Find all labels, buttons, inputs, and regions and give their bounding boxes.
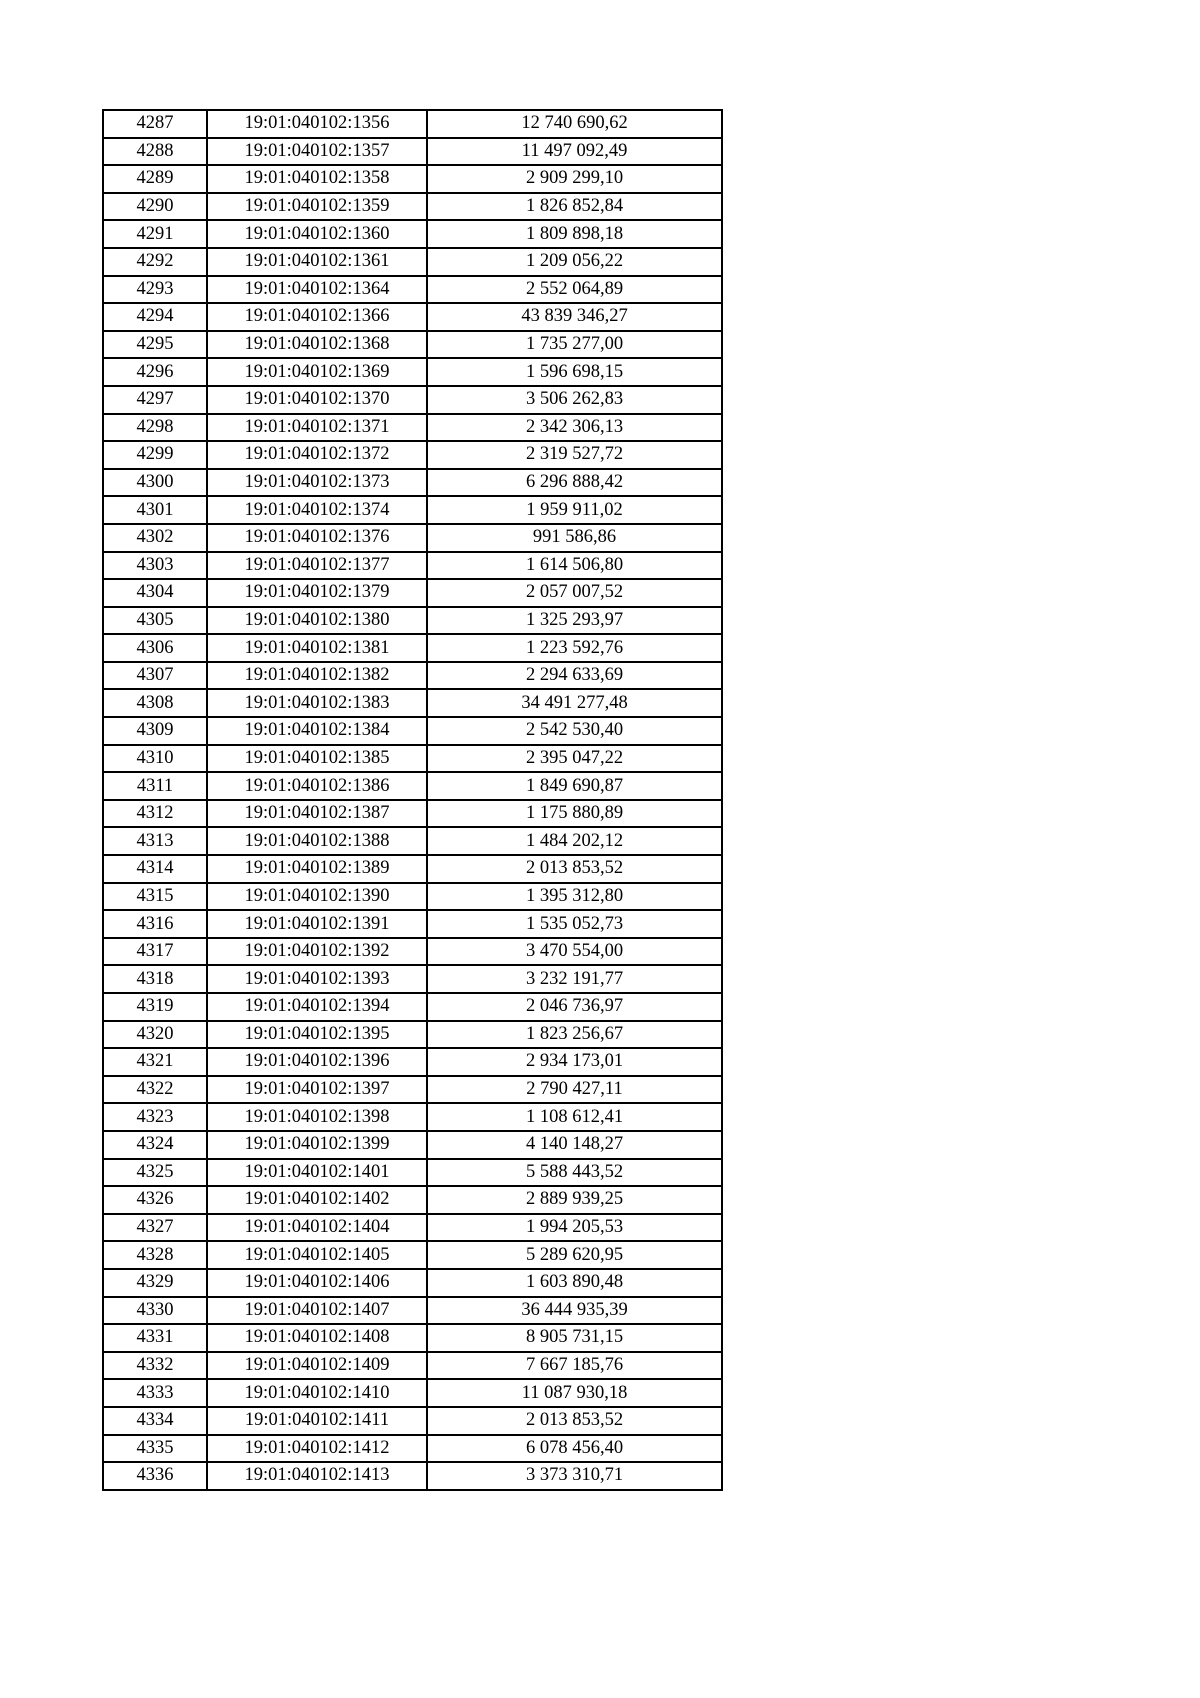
cadastral-number-cell: 19:01:040102:1388 — [207, 827, 427, 855]
cadastral-value-cell: 1 596 698,15 — [427, 358, 722, 386]
cadastral-number-cell: 19:01:040102:1386 — [207, 772, 427, 800]
cadastral-number-cell: 19:01:040102:1372 — [207, 441, 427, 469]
cadastral-value-cell: 34 491 277,48 — [427, 689, 722, 717]
cadastral-value-cell: 1 395 312,80 — [427, 883, 722, 911]
cadastral-number-cell: 19:01:040102:1407 — [207, 1297, 427, 1325]
cadastral-number-cell: 19:01:040102:1398 — [207, 1103, 427, 1131]
cadastral-number-cell: 19:01:040102:1402 — [207, 1186, 427, 1214]
table-row — [103, 1269, 722, 1297]
cadastral-value-cell: 1 994 205,53 — [427, 1214, 722, 1242]
cadastral-value-cell: 8 905 731,15 — [427, 1324, 722, 1352]
cadastral-number-cell: 19:01:040102:1384 — [207, 717, 427, 745]
table-row — [103, 386, 722, 414]
cadastral-value-cell: 43 839 346,27 — [427, 303, 722, 331]
cadastral-number-cell: 19:01:040102:1359 — [207, 193, 427, 221]
row-number-cell: 4291 — [103, 220, 207, 248]
cadastral-number-cell: 19:01:040102:1356 — [207, 110, 427, 138]
cadastral-value-cell: 2 013 853,52 — [427, 1407, 722, 1435]
cadastral-number-cell: 19:01:040102:1397 — [207, 1076, 427, 1104]
table-row — [103, 1186, 722, 1214]
row-number-cell: 4288 — [103, 138, 207, 166]
cadastral-number-cell: 19:01:040102:1358 — [207, 165, 427, 193]
cadastral-value-cell: 1 325 293,97 — [427, 607, 722, 635]
table-row — [103, 634, 722, 662]
row-number-cell: 4319 — [103, 993, 207, 1021]
row-number-cell: 4312 — [103, 800, 207, 828]
table-row — [103, 1214, 722, 1242]
table-row — [103, 524, 722, 552]
row-number-cell: 4301 — [103, 496, 207, 524]
row-number-cell: 4317 — [103, 938, 207, 966]
cadastral-value-cell: 1 209 056,22 — [427, 248, 722, 276]
row-number-cell: 4314 — [103, 855, 207, 883]
table-row — [103, 965, 722, 993]
cadastral-number-cell: 19:01:040102:1376 — [207, 524, 427, 552]
table-row — [103, 331, 722, 359]
row-number-cell: 4309 — [103, 717, 207, 745]
table-row — [103, 717, 722, 745]
table-row — [103, 303, 722, 331]
cadastral-number-cell: 19:01:040102:1357 — [207, 138, 427, 166]
table-row — [103, 1241, 722, 1269]
cadastral-number-cell: 19:01:040102:1374 — [207, 496, 427, 524]
cadastral-number-cell: 19:01:040102:1411 — [207, 1407, 427, 1435]
table-row — [103, 552, 722, 580]
cadastral-number-cell: 19:01:040102:1377 — [207, 552, 427, 580]
cadastral-value-cell: 2 552 064,89 — [427, 276, 722, 304]
cadastral-value-cell: 1 535 052,73 — [427, 910, 722, 938]
table-row — [103, 193, 722, 221]
cadastral-value-cell: 11 497 092,49 — [427, 138, 722, 166]
row-number-cell: 4292 — [103, 248, 207, 276]
cadastral-number-cell: 19:01:040102:1405 — [207, 1241, 427, 1269]
table-row — [103, 1159, 722, 1187]
cadastral-number-cell: 19:01:040102:1387 — [207, 800, 427, 828]
table-row — [103, 248, 722, 276]
row-number-cell: 4316 — [103, 910, 207, 938]
table-row — [103, 496, 722, 524]
row-number-cell: 4302 — [103, 524, 207, 552]
cadastral-number-cell: 19:01:040102:1393 — [207, 965, 427, 993]
table-row — [103, 469, 722, 497]
table-row — [103, 441, 722, 469]
cadastral-number-cell: 19:01:040102:1373 — [207, 469, 427, 497]
row-number-cell: 4324 — [103, 1131, 207, 1159]
table-row — [103, 1352, 722, 1380]
cadastral-value-cell: 3 470 554,00 — [427, 938, 722, 966]
table-row — [103, 938, 722, 966]
cadastral-number-cell: 19:01:040102:1389 — [207, 855, 427, 883]
row-number-cell: 4320 — [103, 1021, 207, 1049]
cadastral-value-cell: 1 108 612,41 — [427, 1103, 722, 1131]
cadastral-value-cell: 991 586,86 — [427, 524, 722, 552]
table-row — [103, 662, 722, 690]
row-number-cell: 4318 — [103, 965, 207, 993]
table-row — [103, 276, 722, 304]
cadastral-number-cell: 19:01:040102:1368 — [207, 331, 427, 359]
row-number-cell: 4299 — [103, 441, 207, 469]
cadastral-value-cell: 36 444 935,39 — [427, 1297, 722, 1325]
table-row — [103, 110, 722, 138]
cadastral-value-cell: 5 588 443,52 — [427, 1159, 722, 1187]
table-row — [103, 220, 722, 248]
cadastral-number-cell: 19:01:040102:1395 — [207, 1021, 427, 1049]
cadastral-number-cell: 19:01:040102:1394 — [207, 993, 427, 1021]
table-row — [103, 910, 722, 938]
cadastral-value-cell: 1 223 592,76 — [427, 634, 722, 662]
cadastral-value-cell: 1 175 880,89 — [427, 800, 722, 828]
cadastral-number-cell: 19:01:040102:1383 — [207, 689, 427, 717]
row-number-cell: 4293 — [103, 276, 207, 304]
cadastral-value-cell: 2 342 306,13 — [427, 414, 722, 442]
table-row — [103, 1435, 722, 1463]
table-row — [103, 1103, 722, 1131]
table-row — [103, 138, 722, 166]
table-row — [103, 579, 722, 607]
cadastral-value-cell: 11 087 930,18 — [427, 1379, 722, 1407]
table-row — [103, 1131, 722, 1159]
cadastral-number-cell: 19:01:040102:1392 — [207, 938, 427, 966]
cadastral-number-cell: 19:01:040102:1369 — [207, 358, 427, 386]
cadastral-number-cell: 19:01:040102:1404 — [207, 1214, 427, 1242]
cadastral-value-cell: 3 373 310,71 — [427, 1462, 722, 1490]
table-row — [103, 993, 722, 1021]
cadastral-value-cell: 2 319 527,72 — [427, 441, 722, 469]
row-number-cell: 4295 — [103, 331, 207, 359]
row-number-cell: 4326 — [103, 1186, 207, 1214]
cadastral-value-cell: 1 614 506,80 — [427, 552, 722, 580]
cadastral-value-cell: 12 740 690,62 — [427, 110, 722, 138]
row-number-cell: 4323 — [103, 1103, 207, 1131]
cadastral-number-cell: 19:01:040102:1382 — [207, 662, 427, 690]
row-number-cell: 4333 — [103, 1379, 207, 1407]
cadastral-value-cell: 2 294 633,69 — [427, 662, 722, 690]
row-number-cell: 4300 — [103, 469, 207, 497]
table-row — [103, 1021, 722, 1049]
row-number-cell: 4303 — [103, 552, 207, 580]
row-number-cell: 4330 — [103, 1297, 207, 1325]
table-row — [103, 414, 722, 442]
table-row — [103, 1048, 722, 1076]
row-number-cell: 4290 — [103, 193, 207, 221]
row-number-cell: 4329 — [103, 1269, 207, 1297]
cadastral-value-table — [102, 109, 723, 1491]
cadastral-value-cell: 2 889 939,25 — [427, 1186, 722, 1214]
row-number-cell: 4298 — [103, 414, 207, 442]
row-number-cell: 4308 — [103, 689, 207, 717]
cadastral-number-cell: 19:01:040102:1364 — [207, 276, 427, 304]
cadastral-number-cell: 19:01:040102:1410 — [207, 1379, 427, 1407]
row-number-cell: 4336 — [103, 1462, 207, 1490]
table-row — [103, 607, 722, 635]
cadastral-number-cell: 19:01:040102:1408 — [207, 1324, 427, 1352]
cadastral-value-cell: 4 140 148,27 — [427, 1131, 722, 1159]
cadastral-value-cell: 3 232 191,77 — [427, 965, 722, 993]
cadastral-value-cell: 6 296 888,42 — [427, 469, 722, 497]
row-number-cell: 4296 — [103, 358, 207, 386]
table-row — [103, 165, 722, 193]
row-number-cell: 4287 — [103, 110, 207, 138]
row-number-cell: 4307 — [103, 662, 207, 690]
row-number-cell: 4332 — [103, 1352, 207, 1380]
row-number-cell: 4315 — [103, 883, 207, 911]
table-row — [103, 1379, 722, 1407]
cadastral-value-cell: 1 735 277,00 — [427, 331, 722, 359]
cadastral-number-cell: 19:01:040102:1390 — [207, 883, 427, 911]
table-row — [103, 1407, 722, 1435]
table-row — [103, 689, 722, 717]
cadastral-value-cell: 3 506 262,83 — [427, 386, 722, 414]
cadastral-number-cell: 19:01:040102:1385 — [207, 745, 427, 773]
row-number-cell: 4304 — [103, 579, 207, 607]
row-number-cell: 4297 — [103, 386, 207, 414]
row-number-cell: 4334 — [103, 1407, 207, 1435]
table-row — [103, 745, 722, 773]
row-number-cell: 4306 — [103, 634, 207, 662]
row-number-cell: 4335 — [103, 1435, 207, 1463]
cadastral-number-cell: 19:01:040102:1401 — [207, 1159, 427, 1187]
table-row — [103, 827, 722, 855]
cadastral-number-cell: 19:01:040102:1396 — [207, 1048, 427, 1076]
row-number-cell: 4322 — [103, 1076, 207, 1104]
row-number-cell: 4311 — [103, 772, 207, 800]
row-number-cell: 4289 — [103, 165, 207, 193]
cadastral-number-cell: 19:01:040102:1380 — [207, 607, 427, 635]
cadastral-value-cell: 1 484 202,12 — [427, 827, 722, 855]
cadastral-number-cell: 19:01:040102:1361 — [207, 248, 427, 276]
cadastral-value-cell: 1 849 690,87 — [427, 772, 722, 800]
cadastral-number-cell: 19:01:040102:1371 — [207, 414, 427, 442]
cadastral-value-cell: 6 078 456,40 — [427, 1435, 722, 1463]
row-number-cell: 4294 — [103, 303, 207, 331]
cadastral-value-cell: 2 046 736,97 — [427, 993, 722, 1021]
cadastral-value-cell: 2 934 173,01 — [427, 1048, 722, 1076]
cadastral-number-cell: 19:01:040102:1379 — [207, 579, 427, 607]
cadastral-value-cell: 1 603 890,48 — [427, 1269, 722, 1297]
cadastral-number-cell: 19:01:040102:1399 — [207, 1131, 427, 1159]
table-row — [103, 772, 722, 800]
cadastral-number-cell: 19:01:040102:1360 — [207, 220, 427, 248]
cadastral-number-cell: 19:01:040102:1406 — [207, 1269, 427, 1297]
table-row — [103, 358, 722, 386]
table-row — [103, 800, 722, 828]
cadastral-number-cell: 19:01:040102:1413 — [207, 1462, 427, 1490]
row-number-cell: 4313 — [103, 827, 207, 855]
cadastral-value-cell: 2 013 853,52 — [427, 855, 722, 883]
cadastral-number-cell: 19:01:040102:1391 — [207, 910, 427, 938]
cadastral-value-cell: 1 823 256,67 — [427, 1021, 722, 1049]
cadastral-value-cell: 1 959 911,02 — [427, 496, 722, 524]
cadastral-number-cell: 19:01:040102:1366 — [207, 303, 427, 331]
table-row — [103, 1462, 722, 1490]
table-row — [103, 855, 722, 883]
row-number-cell: 4305 — [103, 607, 207, 635]
table-row — [103, 1297, 722, 1325]
cadastral-value-cell: 5 289 620,95 — [427, 1241, 722, 1269]
cadastral-value-cell: 7 667 185,76 — [427, 1352, 722, 1380]
cadastral-number-cell: 19:01:040102:1370 — [207, 386, 427, 414]
cadastral-value-cell: 2 909 299,10 — [427, 165, 722, 193]
cadastral-value-cell: 2 395 047,22 — [427, 745, 722, 773]
table-row — [103, 1324, 722, 1352]
row-number-cell: 4327 — [103, 1214, 207, 1242]
cadastral-value-cell: 1 809 898,18 — [427, 220, 722, 248]
cadastral-number-cell: 19:01:040102:1409 — [207, 1352, 427, 1380]
table-row — [103, 1076, 722, 1104]
row-number-cell: 4328 — [103, 1241, 207, 1269]
cadastral-value-cell: 2 790 427,11 — [427, 1076, 722, 1104]
table-row — [103, 883, 722, 911]
cadastral-value-cell: 2 057 007,52 — [427, 579, 722, 607]
cadastral-number-cell: 19:01:040102:1412 — [207, 1435, 427, 1463]
cadastral-number-cell: 19:01:040102:1381 — [207, 634, 427, 662]
cadastral-value-cell: 2 542 530,40 — [427, 717, 722, 745]
row-number-cell: 4310 — [103, 745, 207, 773]
row-number-cell: 4331 — [103, 1324, 207, 1352]
cadastral-value-cell: 1 826 852,84 — [427, 193, 722, 221]
row-number-cell: 4325 — [103, 1159, 207, 1187]
table-body — [103, 110, 722, 1490]
row-number-cell: 4321 — [103, 1048, 207, 1076]
